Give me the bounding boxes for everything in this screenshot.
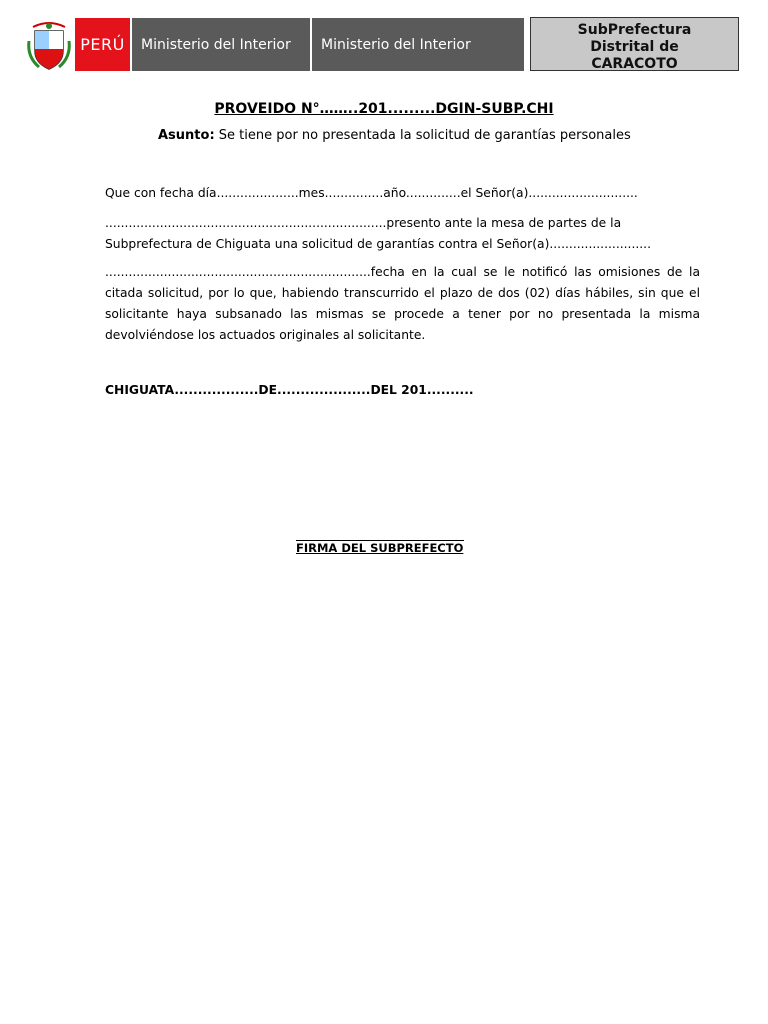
peru-label: PERÚ bbox=[75, 18, 130, 71]
letterhead bbox=[25, 17, 740, 73]
subject-line bbox=[158, 128, 631, 143]
subject-label: Asunto: bbox=[158, 128, 215, 143]
ministry-label-secondary: Ministerio del Interior bbox=[312, 18, 524, 71]
subject-text: Se tiene por no presentada la solicitud de garantías personales bbox=[214, 128, 631, 143]
subprefecture-box bbox=[530, 17, 739, 71]
body-line-text: ........................................................................presento ante la mesa de partes de la bbox=[105, 216, 622, 230]
signature-label: FIRMA DEL SUBPREFECTO bbox=[296, 541, 464, 555]
body-line-text: Subprefectura de Chiguata una solicitud de garantías contra el Señor(a).......................... bbox=[105, 237, 651, 251]
body-line-presentation bbox=[105, 213, 700, 255]
body-line-date: Que con fecha día.....................mes...............año..............el Señor(a)............................ bbox=[105, 186, 638, 200]
coat-of-arms-icon bbox=[25, 17, 73, 73]
document-title: PROVEIDO N°……..201.........DGIN-SUBP.CHI bbox=[214, 101, 554, 117]
subprefecture-line: SubPrefectura bbox=[577, 22, 692, 38]
subprefecture-line: CARACOTO bbox=[591, 56, 678, 71]
subprefecture-line: Distrital de bbox=[590, 39, 679, 55]
place-date-line: CHIGUATA..................DE....................DEL 201.......... bbox=[105, 383, 474, 397]
ministry-label: Ministerio del Interior bbox=[132, 18, 310, 71]
body-paragraph: ....................................................................fecha en la cual se le notificó las omisiones de la citada solicitud, por lo que, habiendo transcurrido el plazo de dos (02) días hábiles, sin que el solicitante haya subsanado las mismas se procede a tener por no presentada la misma devolviéndose los actuados originales al solicitante. bbox=[105, 265, 700, 342]
